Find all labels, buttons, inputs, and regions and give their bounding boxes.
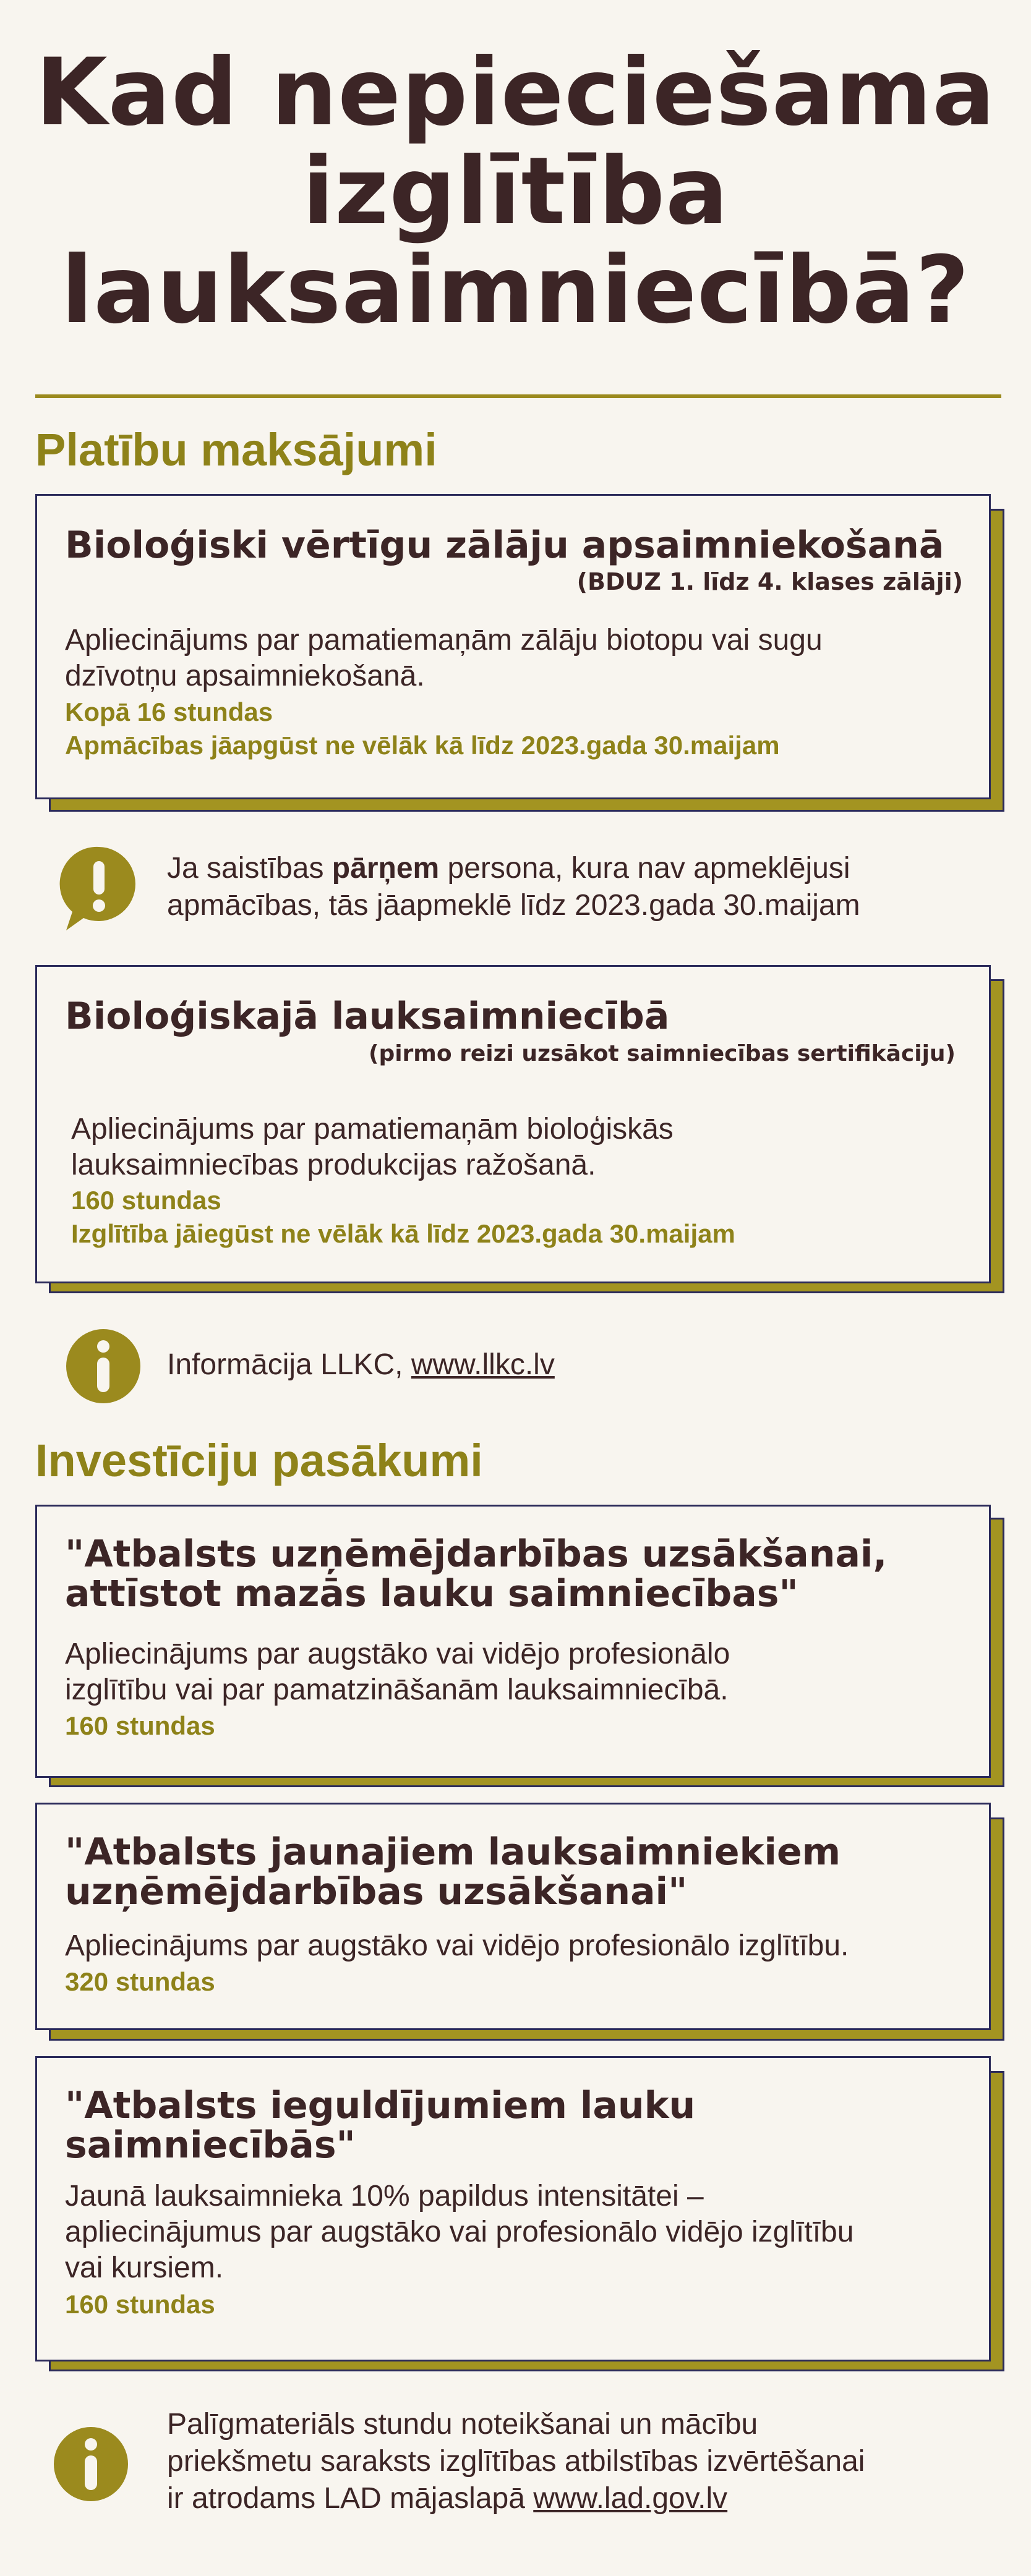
- card-jaunie: [35, 1803, 991, 2030]
- info-note-lad-line-2: priekšmetu saraksts izglītības atbilstības izvērtēšanai: [167, 2445, 865, 2478]
- card-biologiska-title: Bioloģiskajā lauksaimniecībā: [65, 995, 670, 1038]
- card-jaunie-title-line-1: "Atbalsts jaunajiem lauksaimniekiem: [65, 1830, 841, 1874]
- card-biologiska-deadline: Izglītība jāiegūst ne vēlāk kā līdz 2023.gada 30.maijam: [71, 1219, 735, 1248]
- card-mazas-title-line-2: attīstot mazās lauku saimniecības": [65, 1572, 798, 1615]
- llkc-link[interactable]: www.llkc.lv: [411, 1348, 555, 1381]
- card-mazas-hours: 160 stundas: [65, 1711, 215, 1740]
- card-bduz-title: Bioloģiski vērtīgu zālāju apsaimniekošanā: [65, 524, 944, 567]
- warning-note-line-1: [167, 850, 1002, 887]
- warning-note-bold: pārņem: [332, 852, 440, 885]
- card-mazas-body-line-1: Apliecinājums par augstāko vai vidējo profesionālo: [65, 1638, 730, 1670]
- card-jaunie-title: [65, 1832, 968, 1911]
- card-mazas-title-line-1: "Atbalsts uzņēmējdarbības uzsākšanai,: [65, 1532, 888, 1576]
- card-biologiska-body: [71, 1112, 962, 1183]
- card-ieguldijumi-title: [65, 2086, 968, 2165]
- lad-link[interactable]: www.lad.gov.lv: [533, 2482, 728, 2515]
- page-title-line-3: lauksaimniecībā?: [61, 237, 970, 344]
- warning-note-line-2: apmācības, tās jāapmeklē līdz 2023.gada 30.maijam: [167, 889, 860, 922]
- card-jaunie-title-line-2: uzņēmējdarbības uzsākšanai": [65, 1870, 688, 1913]
- card-biologiska-hours: 160 stundas: [71, 1186, 221, 1215]
- card-biologiska-body-line-1: Apliecinājums par pamatiemaņām bioloģiskās: [71, 1113, 674, 1146]
- info-note-llkc: [167, 1346, 971, 1384]
- card-biologiska-body-line-2: lauksaimniecības produkcijas ražošanā.: [71, 1149, 596, 1181]
- card-mazas-body: [65, 1636, 968, 1708]
- card-jaunie-body: Apliecinājums par augstāko vai vidējo profesionālo izglītību.: [65, 1929, 849, 1962]
- card-bduz-hours: Kopā 16 stundas: [65, 697, 273, 726]
- title-divider: [35, 394, 1001, 398]
- card-ieguldijumi-body-line-2: apliecinājumus par augstāko vai profesionālo vidējo izglītību: [65, 2216, 854, 2248]
- info-note-lad: [167, 2406, 1002, 2517]
- info-note-lad-line-3-text: ir atrodams LAD mājaslapā: [167, 2482, 534, 2515]
- card-bduz: [35, 494, 991, 799]
- page-title-line-1: Kad nepieciešama: [35, 39, 996, 147]
- info-note-lad-line-3: [167, 2480, 1002, 2517]
- card-ieguldijumi-title-line-2: saimniecībās": [65, 2123, 356, 2167]
- card-ieguldijumi-body: [65, 2179, 980, 2286]
- warning-note: [167, 850, 1002, 924]
- info-icon: [65, 1328, 142, 1405]
- section-heading-investiciju: Investīciju pasākumi: [35, 1435, 483, 1486]
- card-mazas-body-line-2: izglītību vai par pamatzināšanām lauksaimniecībā.: [65, 1673, 729, 1706]
- section-heading-platibu: Platību maksājumi: [35, 424, 437, 475]
- page-title-line-2: izglītība: [302, 138, 729, 245]
- card-biologiska-subtitle: (pirmo reizi uzsākot saimniecības sertifikāciju): [368, 1041, 956, 1066]
- exclamation-bubble-icon: [59, 844, 139, 933]
- card-biologiska: [35, 965, 991, 1283]
- card-bduz-subtitle: (BDUZ 1. līdz 4. klases zālāji): [576, 568, 963, 595]
- card-jaunie-hours: 320 stundas: [65, 1967, 215, 1996]
- card-bduz-body-line-1: Apliecinājums par pamatiemaņām zālāju biotopu vai sugu: [65, 624, 823, 657]
- info-icon: [53, 2426, 129, 2502]
- warning-note-after: persona, kura nav apmeklējusi: [439, 852, 850, 885]
- info-note-llkc-text: Informācija LLKC,: [167, 1348, 411, 1381]
- card-ieguldijumi-body-line-3: vai kursiem.: [65, 2251, 224, 2284]
- page-title: [0, 39, 1031, 344]
- card-mazas: [35, 1505, 991, 1778]
- card-ieguldijumi-hours: 160 stundas: [65, 2290, 215, 2319]
- card-mazas-title: [65, 1534, 968, 1613]
- warning-note-before: Ja saistības: [167, 852, 332, 885]
- card-bduz-body: [65, 623, 962, 694]
- card-bduz-body-line-2: dzīvotņu apsaimniekošanā.: [65, 660, 425, 692]
- card-ieguldijumi: [35, 2056, 991, 2361]
- card-ieguldijumi-title-line-1: "Atbalsts ieguldījumiem lauku: [65, 2084, 696, 2127]
- info-note-lad-line-1: Palīgmateriāls stundu noteikšanai un mācību: [167, 2408, 758, 2441]
- card-ieguldijumi-body-line-1: Jaunā lauksaimnieka 10% papildus intensitātei –: [65, 2180, 704, 2213]
- card-bduz-deadline: Apmācības jāapgūst ne vēlāk kā līdz 2023.gada 30.maijam: [65, 731, 780, 760]
